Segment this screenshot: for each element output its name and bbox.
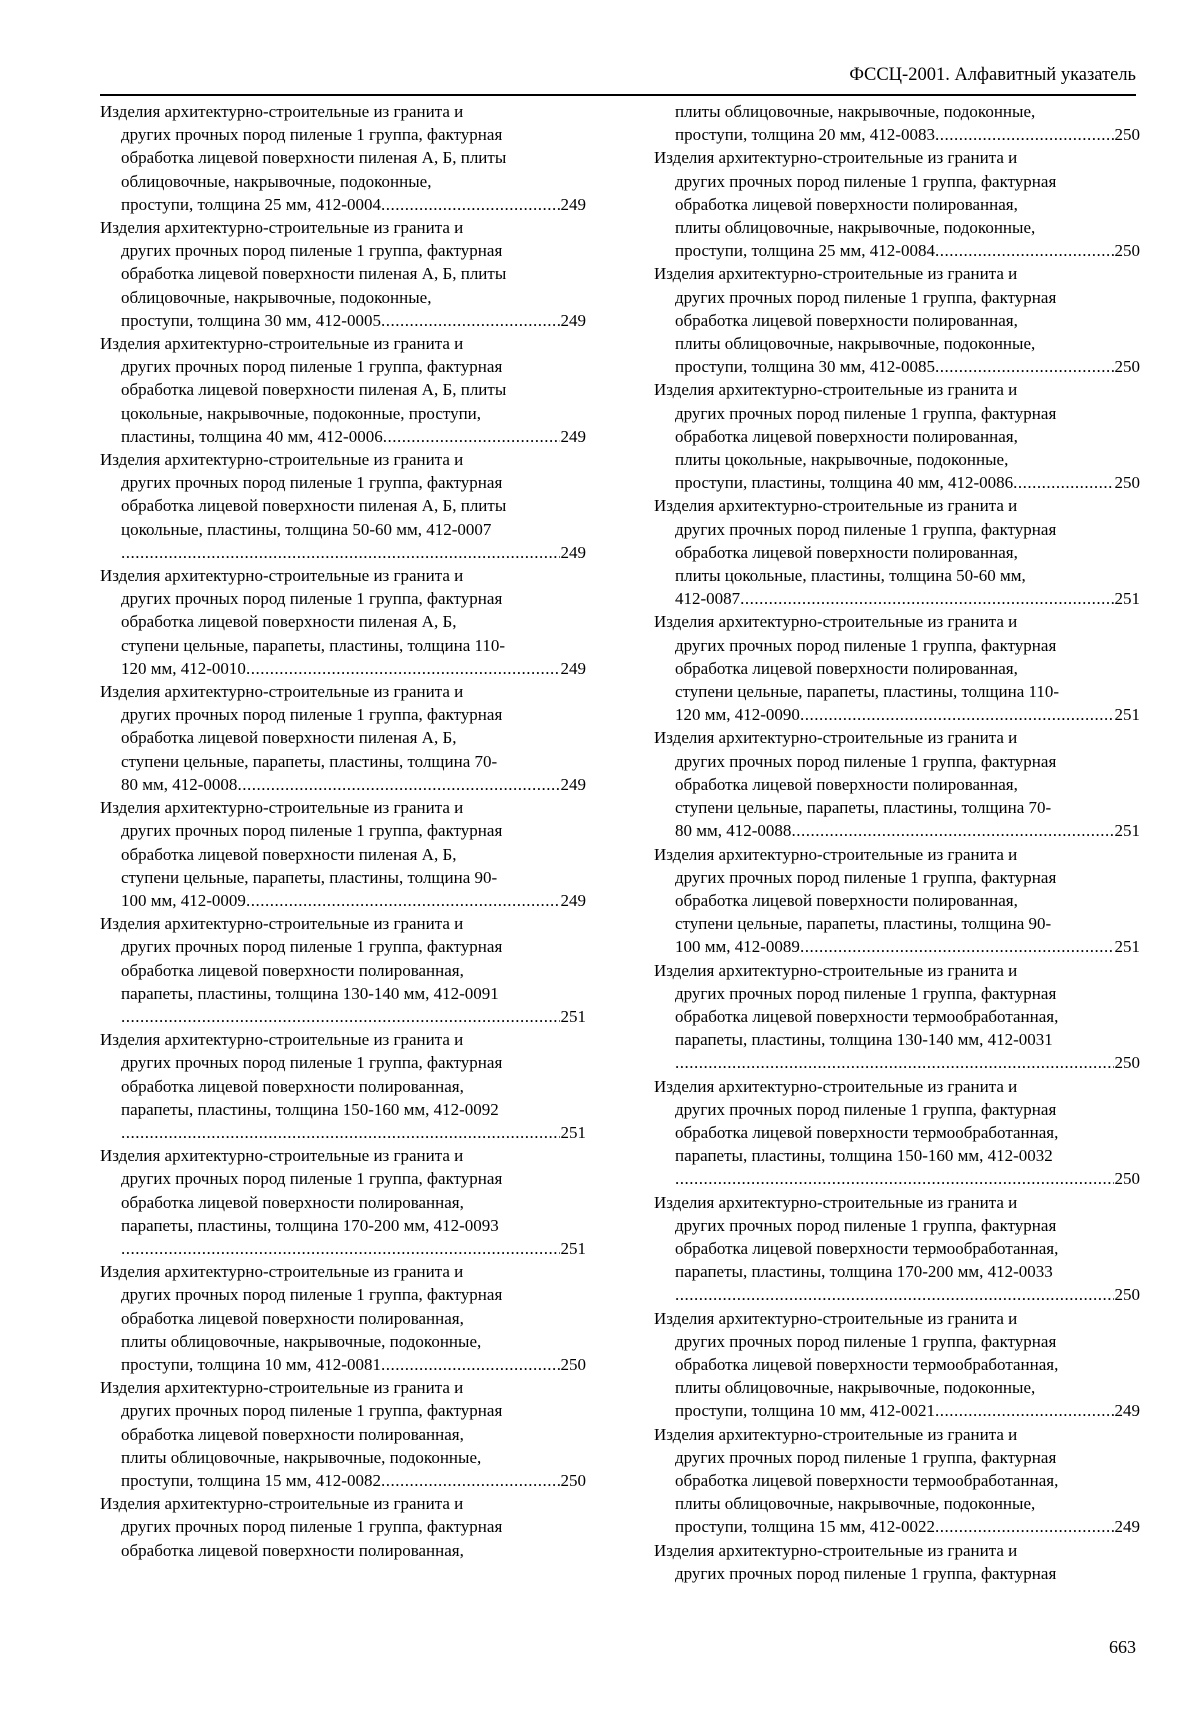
entry-last-line [100,541,586,564]
entry-text: 412-0087 [675,589,741,609]
entry-line: плиты цокольные, пластины, толщина 50-60 мм, [675,566,1026,586]
entry-line: обработка лицевой поверхности полированная, [675,890,1018,910]
entry-last-line [100,1237,586,1260]
entry-text: проступи, толщина 30 мм, 412-0085 [675,357,935,377]
entry-page-number: 251 [1114,589,1140,609]
entry-line: Изделия архитектурно-строительные из гранита и [654,960,1018,980]
dot-leader [675,1167,1114,1190]
entry-last-line [654,1515,1140,1538]
index-entry [654,100,1140,146]
dot-leader [800,935,1114,958]
dot-leader [935,1515,1114,1538]
entry-last-line [654,123,1140,146]
dot-leader [791,819,1113,842]
index-entry [100,448,586,564]
dot-leader [935,123,1114,146]
entry-page-number: 251 [1114,937,1140,957]
entry-line: Изделия архитектурно-строительные из гранита и [654,1076,1018,1096]
running-header: ФССЦ-2001. Алфавитный указатель [849,65,1136,85]
entry-line: обработка лицевой поверхности пиленая А, Б, плиты [121,496,507,516]
index-entry [654,1307,1140,1423]
entry-page-number: 249 [560,426,586,446]
page-number: 663 [1109,1637,1136,1657]
dot-leader [246,657,560,680]
index-entry [100,332,586,448]
entry-text: 120 мм, 412-0090 [675,705,800,725]
entry-page-number: 251 [1114,705,1140,725]
entry-line: плиты облицовочные, накрывочные, подоконные, [675,1378,1036,1398]
entry-last-line [100,773,586,796]
entry-last-line [654,471,1140,494]
entry-line: других прочных пород пиленые 1 группа, фактурная [675,519,1057,539]
dot-leader [246,889,560,912]
entry-line: других прочных пород пиленые 1 группа, фактурная [675,867,1057,887]
entry-line: ступени цельные, парапеты, пластины, толщина 70- [675,798,1052,818]
entry-page-number: 250 [1114,1053,1140,1073]
index-entry [100,1028,586,1144]
entry-line: обработка лицевой поверхности термообработанная, [675,1006,1059,1026]
dot-leader [381,193,560,216]
entry-last-line [654,703,1140,726]
entry-line: других прочных пород пиленые 1 группа, фактурная [121,1053,503,1073]
index-entry [100,912,586,1028]
entry-line: обработка лицевой поверхности полированная, [675,194,1018,214]
entry-line: других прочных пород пиленые 1 группа, фактурная [121,937,503,957]
entry-line: Изделия архитектурно-строительные из гранита и [100,102,464,121]
entry-text: 100 мм, 412-0089 [675,937,800,957]
entry-line: Изделия архитектурно-строительные из гранита и [100,218,464,238]
index-entry [654,726,1140,842]
index-entry [654,1539,1140,1585]
entry-line: Изделия архитектурно-строительные из гранита и [654,380,1018,400]
entry-line: других прочных пород пиленые 1 группа, фактурная [675,403,1057,423]
dot-leader [935,355,1114,378]
entry-line: Изделия архитектурно-строительные из гранита и [100,1146,464,1166]
entry-page-number: 250 [560,1470,586,1490]
entry-line: ступени цельные, парапеты, пластины, толщина 90- [121,867,498,887]
entry-last-line [654,1283,1140,1306]
entry-page-number: 250 [1114,357,1140,377]
entry-page-number: 249 [560,310,586,330]
entry-last-line [654,355,1140,378]
entry-line: плиты облицовочные, накрывочные, подоконные, [675,1494,1036,1514]
entry-line: облицовочные, накрывочные, подоконные, [121,171,432,191]
index-entry [654,843,1140,959]
entry-line: других прочных пород пиленые 1 группа, фактурная [675,1099,1057,1119]
entry-line: обработка лицевой поверхности пиленая А, Б, плиты [121,264,507,284]
entry-line: других прочных пород пиленые 1 группа, фактурная [121,1401,503,1421]
entry-page-number: 250 [560,1354,586,1374]
entry-page-number: 251 [560,1122,586,1142]
entry-last-line [654,1051,1140,1074]
entry-line: обработка лицевой поверхности термообработанная, [675,1238,1059,1258]
index-entry [654,146,1140,262]
entry-line: обработка лицевой поверхности полированная, [675,542,1018,562]
dot-leader [800,703,1114,726]
entry-last-line [100,1353,586,1376]
entry-text: проступи, толщина 20 мм, 412-0083 [675,125,935,145]
entry-line: Изделия архитектурно-строительные из гранита и [100,1262,464,1282]
entry-line: парапеты, пластины, толщина 150-160 мм, 412-0092 [121,1099,499,1119]
entry-line: плиты облицовочные, накрывочные, подоконные, [675,218,1036,238]
header-rule [100,94,1136,96]
entry-text: проступи, толщина 15 мм, 412-0022 [675,1517,935,1537]
entry-line: других прочных пород пиленые 1 группа, фактурная [121,1169,503,1189]
entry-line: Изделия архитектурно-строительные из гранита и [100,1030,464,1050]
dot-leader [381,1469,560,1492]
entry-line: Изделия архитектурно-строительные из гранита и [100,914,464,934]
entry-line: других прочных пород пиленые 1 группа, фактурная [675,1215,1057,1235]
entry-last-line [100,309,586,332]
entry-line: ступени цельные, парапеты, пластины, толщина 110- [121,635,506,655]
entry-line: Изделия архитектурно-строительные из гранита и [654,612,1018,632]
entry-line: Изделия архитектурно-строительные из гранита и [100,682,464,702]
entry-line: других прочных пород пиленые 1 группа, фактурная [675,751,1057,771]
entry-line: Изделия архитектурно-строительные из гранита и [100,450,464,470]
entry-line: обработка лицевой поверхности полированная, [121,1076,464,1096]
entry-line: обработка лицевой поверхности полированная, [121,960,464,980]
entry-line: других прочных пород пиленые 1 группа, фактурная [675,1563,1057,1583]
dot-leader [121,541,560,564]
index-entry [654,959,1140,1075]
entry-last-line [654,1167,1140,1190]
entry-line: плиты облицовочные, накрывочные, подоконные, [675,334,1036,354]
entry-line: других прочных пород пиленые 1 группа, фактурная [121,589,503,609]
entry-line: обработка лицевой поверхности полированная, [121,1540,464,1560]
index-entry [100,1376,586,1492]
entry-line: ступени цельные, парапеты, пластины, толщина 110- [675,682,1060,702]
entry-page-number: 249 [560,658,586,678]
entry-line: обработка лицевой поверхности термообработанная, [675,1354,1059,1374]
dot-leader [740,587,1113,610]
entry-line: других прочных пород пиленые 1 группа, фактурная [121,241,503,261]
index-entry [100,100,586,216]
entry-line: Изделия архитектурно-строительные из гранита и [654,148,1018,168]
entry-page-number: 250 [1114,125,1140,145]
entry-line: Изделия архитектурно-строительные из гранита и [654,1540,1018,1560]
dot-leader [381,309,560,332]
entry-line: других прочных пород пиленые 1 группа, фактурная [675,1447,1057,1467]
entry-line: других прочных пород пиленые 1 группа, фактурная [121,357,503,377]
entry-line: облицовочные, накрывочные, подоконные, [121,287,432,307]
entry-last-line [100,1005,586,1028]
index-entry [100,796,586,912]
entry-line: парапеты, пластины, толщина 130-140 мм, 412-0091 [121,983,499,1003]
entry-line: плиты облицовочные, накрывочные, подоконные, [121,1331,482,1351]
dot-leader [383,425,560,448]
entry-line: обработка лицевой поверхности пиленая А, Б, [121,612,457,632]
entry-line: других прочных пород пиленые 1 группа, фактурная [675,635,1057,655]
entry-line: плиты цокольные, накрывочные, подоконные, [675,450,1009,470]
index-entry [654,378,1140,494]
entry-text: проступи, толщина 10 мм, 412-0021 [675,1401,935,1421]
entry-page-number: 251 [560,1238,586,1258]
entry-line: Изделия архитектурно-строительные из гранита и [654,1192,1018,1212]
entry-line: других прочных пород пиленые 1 группа, фактурная [121,1285,503,1305]
entry-line: парапеты, пластины, толщина 150-160 мм, 412-0032 [675,1146,1053,1166]
entry-line: Изделия архитектурно-строительные из гранита и [654,1424,1018,1444]
entry-page-number: 249 [560,774,586,794]
entry-page-number: 250 [1114,241,1140,261]
entry-line: обработка лицевой поверхности полированная, [675,658,1018,678]
entry-line: парапеты, пластины, толщина 170-200 мм, 412-0093 [121,1215,499,1235]
dot-leader [121,1005,560,1028]
entry-text: пластины, толщина 40 мм, 412-0006 [121,426,383,446]
entry-text: проступи, толщина 25 мм, 412-0084 [675,241,935,261]
entry-page-number: 251 [560,1006,586,1026]
index-entry [100,1144,586,1260]
entry-line: Изделия архитектурно-строительные из гранита и [100,1378,464,1398]
dot-leader [675,1283,1114,1306]
entry-last-line [654,935,1140,958]
entry-last-line [100,425,586,448]
entry-line: обработка лицевой поверхности пиленая А, Б, плиты [121,380,507,400]
entry-page-number: 249 [560,194,586,214]
entry-last-line [654,1399,1140,1422]
entry-last-line [100,1121,586,1144]
entry-line: Изделия архитектурно-строительные из гранита и [100,566,464,586]
entry-line: других прочных пород пиленые 1 группа, фактурная [121,125,503,145]
entry-line: других прочных пород пиленые 1 группа, фактурная [121,473,503,493]
entry-page-number: 250 [1114,1285,1140,1305]
entry-line: плиты облицовочные, накрывочные, подоконные, [121,1447,482,1467]
entry-line: парапеты, пластины, толщина 130-140 мм, 412-0031 [675,1030,1053,1050]
entry-page-number: 251 [1114,821,1140,841]
index-entry [654,610,1140,726]
entry-line: обработка лицевой поверхности полированная, [121,1424,464,1444]
entry-line: Изделия архитектурно-строительные из гранита и [654,1308,1018,1328]
entry-last-line [100,657,586,680]
entry-page-number: 249 [1114,1517,1140,1537]
entry-page-number: 249 [560,890,586,910]
entry-last-line [654,819,1140,842]
entry-text: проступи, толщина 10 мм, 412-0081 [121,1354,381,1374]
entry-line: обработка лицевой поверхности полированная, [675,426,1018,446]
entry-last-line [100,193,586,216]
entry-line: парапеты, пластины, толщина 170-200 мм, 412-0033 [675,1262,1053,1282]
index-entry [654,1423,1140,1539]
entry-text: 100 мм, 412-0009 [121,890,246,910]
entry-line: обработка лицевой поверхности термообработанная, [675,1122,1059,1142]
entry-line: обработка лицевой поверхности пиленая А, Б, [121,728,457,748]
entry-page-number: 249 [1114,1401,1140,1421]
index-entry [100,680,586,796]
entry-line: Изделия архитектурно-строительные из гранита и [654,264,1018,284]
entry-text: 80 мм, 412-0088 [675,821,792,841]
entry-line: других прочных пород пиленые 1 группа, фактурная [675,1331,1057,1351]
index-entry [100,564,586,680]
entry-line: Изделия архитектурно-строительные из гранита и [654,844,1018,864]
entry-line: Изделия архитектурно-строительные из гранита и [100,798,464,818]
entry-line: обработка лицевой поверхности пиленая А, Б, [121,844,457,864]
index-column-right [654,100,1140,1585]
entry-line: ступени цельные, парапеты, пластины, толщина 70- [121,751,498,771]
entry-line: Изделия архитектурно-строительные из гранита и [654,728,1018,748]
entry-text: проступи, толщина 30 мм, 412-0005 [121,310,381,330]
entry-line: цокольные, пластины, толщина 50-60 мм, 412-0007 [121,519,492,539]
dot-leader [121,1237,560,1260]
entry-line: Изделия архитектурно-строительные из гранита и [654,496,1018,516]
entry-text: 80 мм, 412-0008 [121,774,238,794]
dot-leader [237,773,559,796]
entry-line: ступени цельные, парапеты, пластины, толщина 90- [675,914,1052,934]
entry-line: других прочных пород пиленые 1 группа, фактурная [121,705,503,725]
index-entry [654,1075,1140,1191]
entry-line: обработка лицевой поверхности пиленая А, Б, плиты [121,148,507,168]
dot-leader [935,1399,1114,1422]
entry-text: проступи, толщина 15 мм, 412-0082 [121,1470,381,1490]
entry-last-line [654,239,1140,262]
entry-last-line [100,889,586,912]
index-entry [100,1492,586,1562]
index-entry [100,216,586,332]
dot-leader [675,1051,1114,1074]
dot-leader [935,239,1114,262]
entry-line: других прочных пород пиленые 1 группа, фактурная [675,171,1057,191]
entry-line: обработка лицевой поверхности полированная, [121,1308,464,1328]
index-column-left [100,100,586,1562]
entry-page-number: 249 [560,542,586,562]
entry-line: других прочных пород пиленые 1 группа, фактурная [675,287,1057,307]
dot-leader [1013,471,1113,494]
entry-line: Изделия архитектурно-строительные из гранита и [100,1494,464,1514]
entry-line: других прочных пород пиленые 1 группа, фактурная [121,1517,503,1537]
entry-line: цокольные, накрывочные, подоконные, проступи, [121,403,482,423]
entry-line: других прочных пород пиленые 1 группа, фактурная [675,983,1057,1003]
entry-line: Изделия архитектурно-строительные из гранита и [100,334,464,354]
dot-leader [121,1121,560,1144]
index-entry [100,1260,586,1376]
entry-last-line [654,587,1140,610]
entry-line: обработка лицевой поверхности термообработанная, [675,1470,1059,1490]
entry-line: других прочных пород пиленые 1 группа, фактурная [121,821,503,841]
index-entry [654,1191,1140,1307]
entry-text: проступи, толщина 25 мм, 412-0004 [121,194,381,214]
entry-line: плиты облицовочные, накрывочные, подоконные, [675,102,1036,121]
dot-leader [381,1353,560,1376]
index-entry [654,262,1140,378]
entry-page-number: 250 [1114,473,1140,493]
index-entry [654,494,1140,610]
entry-line: обработка лицевой поверхности полированная, [675,774,1018,794]
entry-line: обработка лицевой поверхности полированная, [675,310,1018,330]
entry-text: 120 мм, 412-0010 [121,658,246,678]
entry-page-number: 250 [1114,1169,1140,1189]
entry-text: проступи, пластины, толщина 40 мм, 412-0086 [675,473,1014,493]
entry-last-line [100,1469,586,1492]
entry-line: обработка лицевой поверхности полированная, [121,1192,464,1212]
